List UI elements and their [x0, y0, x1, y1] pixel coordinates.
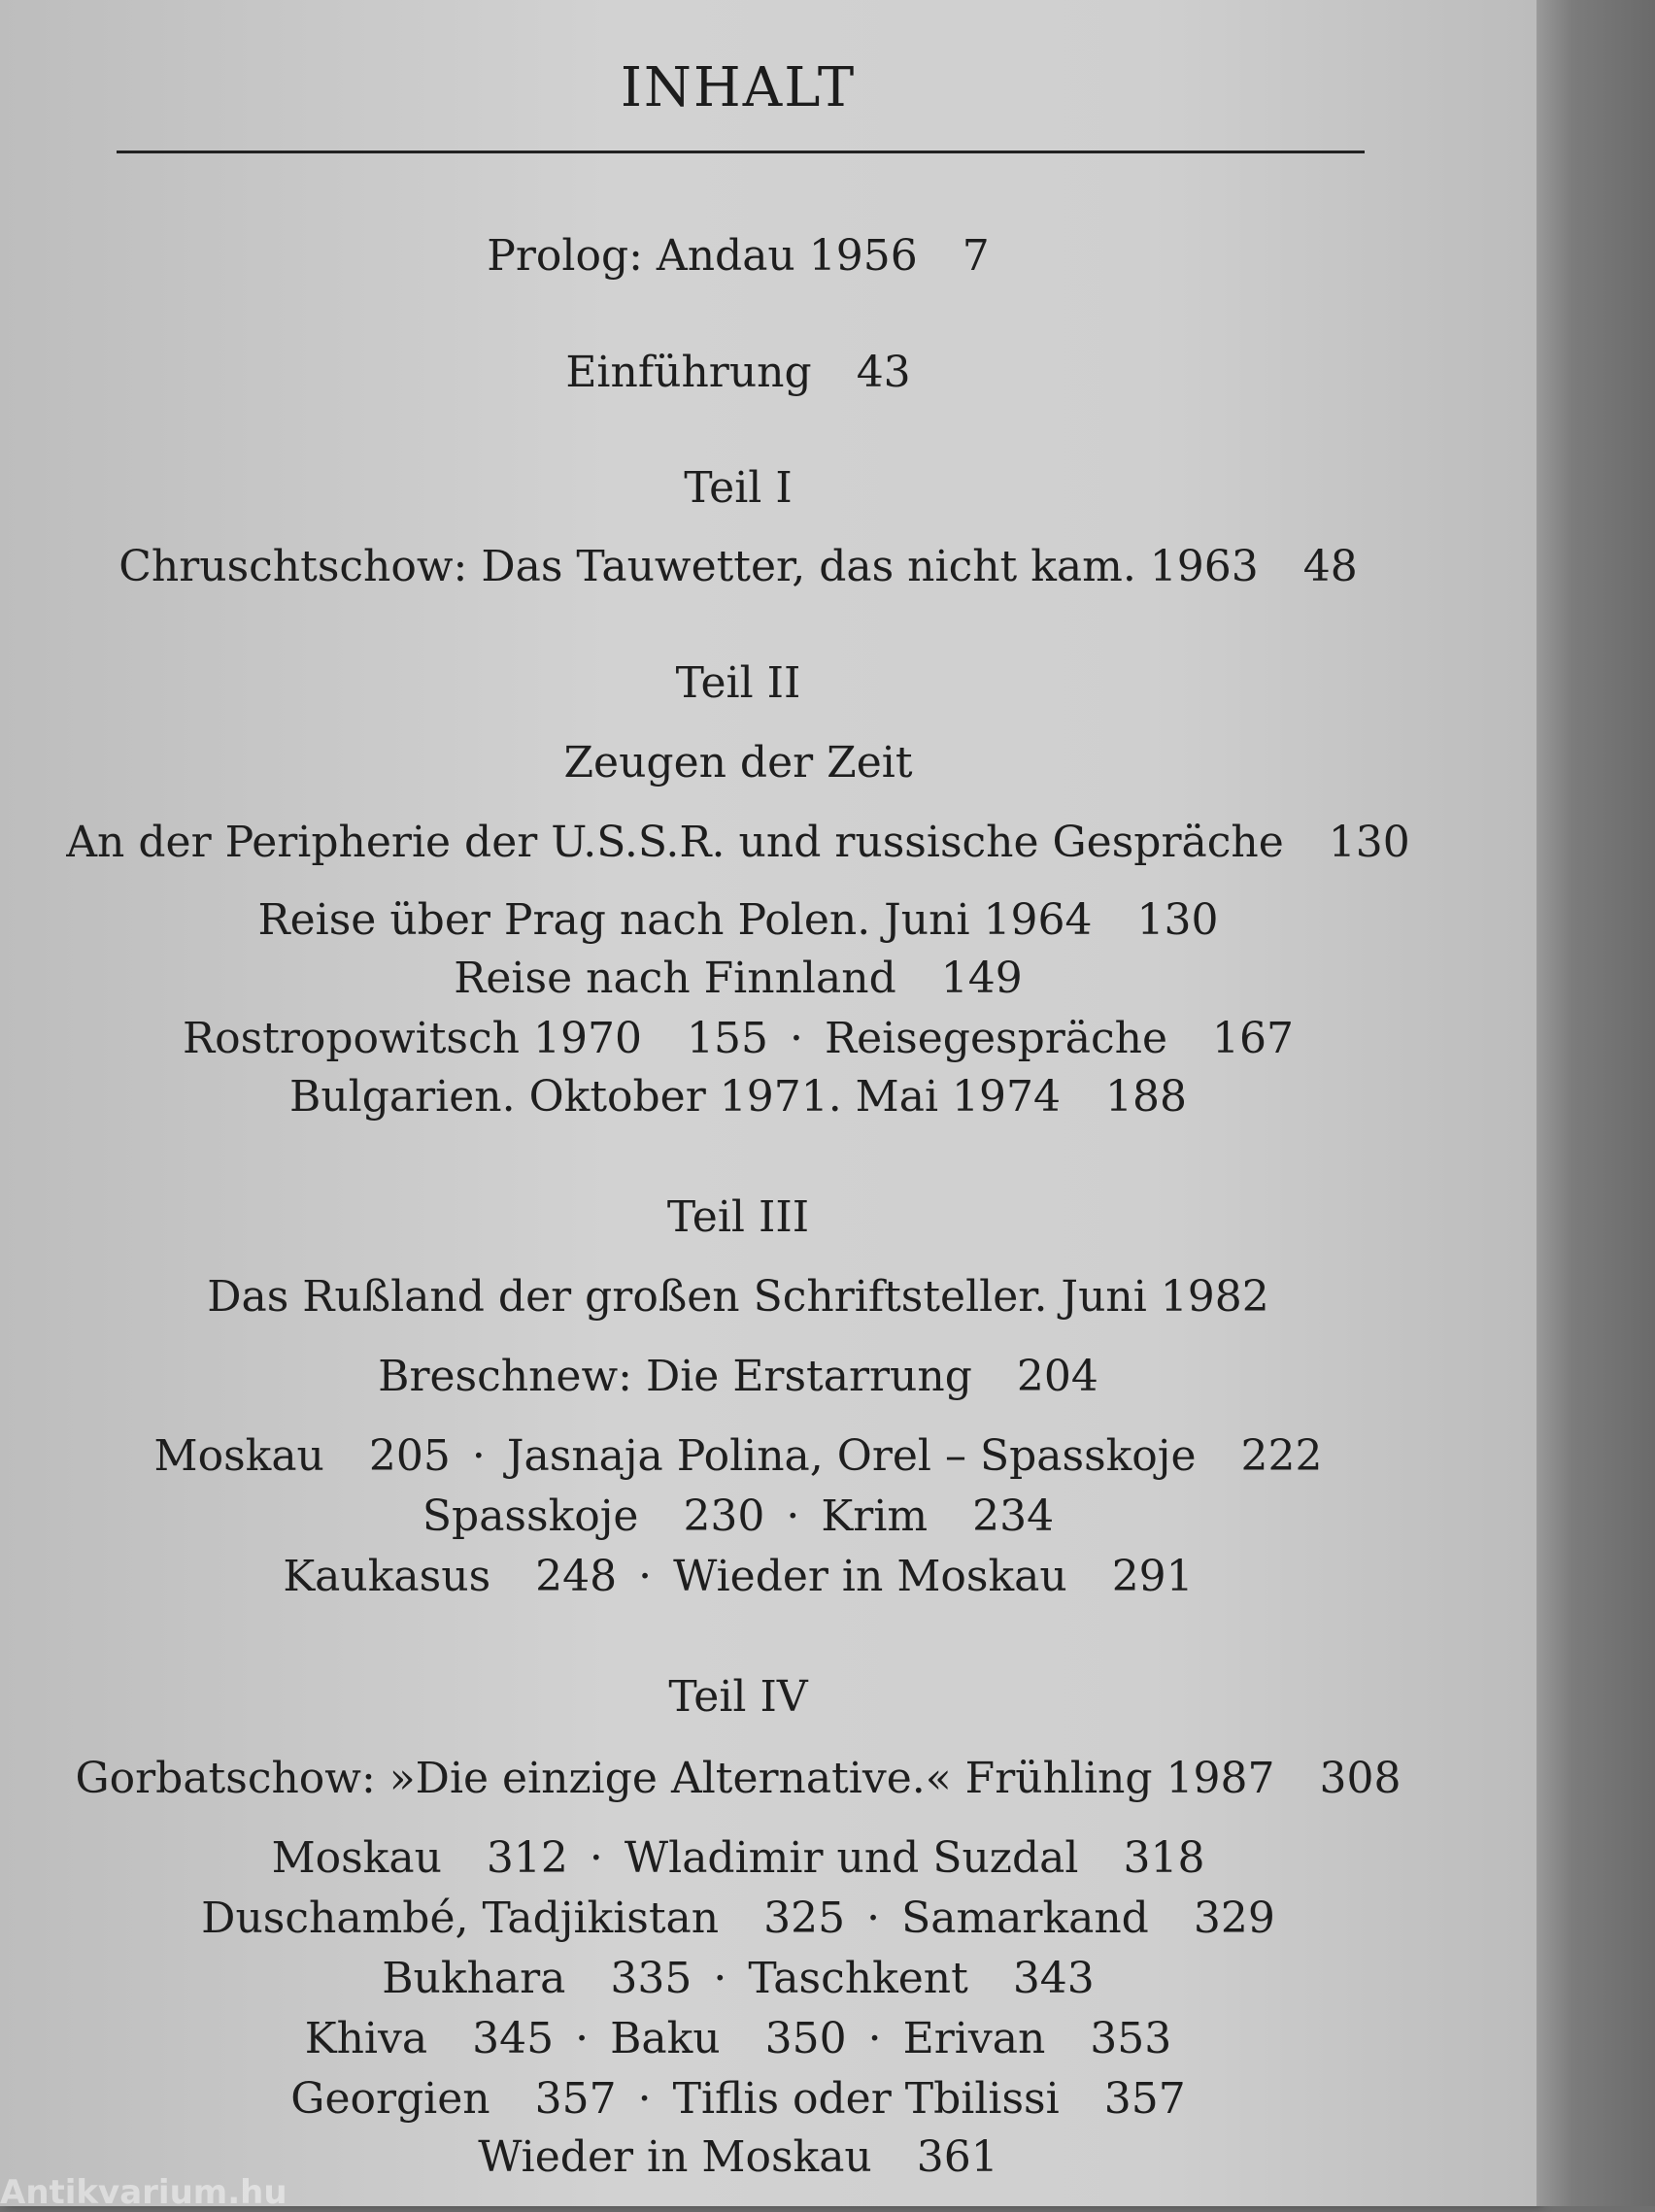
entry-title: Baku — [610, 2014, 721, 2063]
entry-title: Rostropowitsch 1970 — [182, 1014, 642, 1063]
entry-page: 361 — [916, 2132, 998, 2182]
part-subtitle-2: Zeugen der Zeit — [563, 738, 913, 788]
entry-title: Wieder in Moskau — [673, 1552, 1067, 1601]
part-heading-3: Teil III — [666, 1192, 810, 1242]
entry-title: Samarkand — [901, 1894, 1149, 1943]
entry-page: 204 — [1016, 1352, 1098, 1401]
separator-dot: · — [867, 2014, 882, 2063]
toc-entry-finnland — [0, 954, 1476, 1003]
entry-page: 248 — [535, 1552, 618, 1601]
entry-page: 167 — [1212, 1014, 1295, 1063]
entry-title: Jasnaja Polina, Orel – Spasskoje — [506, 1431, 1197, 1481]
entry-title: Bukhara — [382, 1954, 566, 2003]
entry-page: 357 — [1103, 2074, 1186, 2124]
separator-dot: · — [471, 1431, 486, 1481]
separator-dot: · — [713, 1954, 727, 2003]
entry-title: Chruschtschow: Das Tauwetter, das nicht kam. 1963 — [118, 542, 1259, 591]
toc-entry-breschnew — [0, 1352, 1476, 1401]
heading-rule — [117, 151, 1365, 153]
separator-dot: · — [786, 1491, 800, 1541]
toc-entry-prolog — [0, 231, 1476, 281]
entry-title: Krim — [821, 1491, 929, 1541]
entry-page: 353 — [1090, 2014, 1172, 2063]
entry-page: 318 — [1123, 1833, 1205, 1883]
entry-title: Reise nach Finnland — [454, 954, 896, 1003]
entry-page: 230 — [683, 1491, 765, 1541]
entry-page: 335 — [610, 1954, 692, 2003]
entry-title: Georgien — [290, 2074, 490, 2124]
separator-dot: · — [789, 1014, 803, 1063]
toc-entry-georgien-tiflis — [0, 2074, 1476, 2124]
entry-page: 155 — [686, 1014, 768, 1063]
toc-entry-prag — [0, 895, 1476, 945]
entry-page: 325 — [763, 1894, 846, 1943]
entry-page: 343 — [1012, 1954, 1095, 2003]
entry-page: 130 — [1328, 818, 1410, 867]
entry-page: 222 — [1240, 1431, 1323, 1481]
entry-title: An der Peripherie der U.S.S.R. und russische Gespräche — [66, 818, 1284, 867]
entry-page: 357 — [534, 2074, 617, 2124]
entry-page: 7 — [962, 231, 990, 281]
part-heading-1: Teil I — [684, 463, 793, 513]
entry-title: Duschambé, Tadjikistan — [201, 1894, 720, 1943]
entry-page: 48 — [1302, 542, 1358, 591]
separator-dot: · — [866, 1894, 881, 1943]
entry-title: Khiva — [304, 2014, 428, 2063]
entry-title: Prolog: Andau 1956 — [487, 231, 918, 281]
entry-page: 308 — [1319, 1754, 1402, 1803]
toc-entry-moskau-wladimir — [0, 1833, 1476, 1883]
toc-entry-peripherie — [0, 818, 1476, 867]
toc-entry-duschambe-samarkand — [0, 1894, 1476, 1943]
entry-page: 149 — [940, 954, 1023, 1003]
entry-page: 234 — [972, 1491, 1055, 1541]
entry-page: 205 — [368, 1431, 451, 1481]
entry-title: Reise über Prag nach Polen. Juni 1964 — [257, 895, 1093, 945]
entry-page: 188 — [1105, 1072, 1187, 1122]
entry-title: Taschkent — [748, 1954, 968, 2003]
toc-entry-kaukasus-moskau — [0, 1552, 1476, 1601]
toc-entry-chruschtschow — [0, 542, 1476, 591]
entry-page: 43 — [856, 348, 911, 397]
entry-page: 329 — [1193, 1894, 1275, 1943]
entry-title: Breschnew: Die Erstarrung — [378, 1352, 972, 1401]
part-subtitle-3: Das Rußland der großen Schriftsteller. Juni 1982 — [207, 1272, 1269, 1322]
entry-page: 291 — [1111, 1552, 1194, 1601]
toc-entry-bulgarien — [0, 1072, 1476, 1122]
entry-title: Spasskoje — [422, 1491, 639, 1541]
entry-title: Reisegespräche — [824, 1014, 1168, 1063]
entry-page: 345 — [472, 2014, 555, 2063]
entry-page: 130 — [1136, 895, 1219, 945]
toc-entry-khiva-baku-erivan — [0, 2014, 1476, 2063]
separator-dot: · — [638, 1552, 653, 1601]
toc-entry-moskau-jasnaja — [0, 1431, 1476, 1481]
entry-title: Moskau — [271, 1833, 442, 1883]
entry-title: Wladimir und Suzdal — [624, 1833, 1079, 1883]
page-edge-background — [1537, 0, 1655, 2206]
watermark: Antikvarium.hu — [0, 2173, 287, 2212]
separator-dot: · — [637, 2074, 652, 2124]
entry-title: Gorbatschow: »Die einzige Alternative.« Frühling 1987 — [75, 1754, 1275, 1803]
part-heading-2: Teil II — [675, 658, 801, 708]
toc-entry-einfuehrung — [0, 348, 1476, 397]
entry-page: 312 — [486, 1833, 568, 1883]
part-heading-4: Teil IV — [668, 1672, 808, 1722]
entry-title: Tiflis oder Tbilissi — [672, 2074, 1060, 2124]
entry-title: Wieder in Moskau — [478, 2132, 872, 2182]
separator-dot: · — [575, 2014, 590, 2063]
entry-title: Bulgarien. Oktober 1971. Mai 1974 — [289, 1072, 1061, 1122]
entry-title: Erivan — [902, 2014, 1046, 2063]
separator-dot: · — [589, 1833, 603, 1883]
toc-entry-bukhara-taschkent — [0, 1954, 1476, 2003]
entry-title: Moskau — [153, 1431, 324, 1481]
toc-heading: INHALT — [620, 56, 857, 119]
entry-title: Kaukasus — [283, 1552, 491, 1601]
entry-page: 350 — [764, 2014, 847, 2063]
entry-title: Einführung — [565, 348, 812, 397]
toc-entry-spasskoje-krim — [0, 1491, 1476, 1541]
toc-entry-rostropowitsch — [0, 1014, 1476, 1063]
toc-entry-gorbatschow — [0, 1754, 1476, 1803]
